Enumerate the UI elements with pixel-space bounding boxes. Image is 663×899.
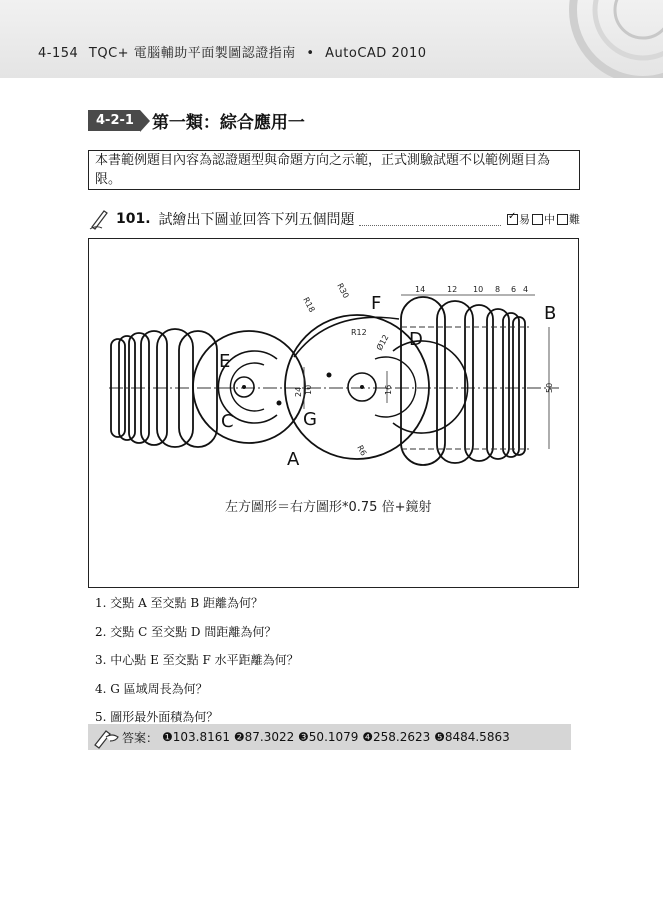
- question-1: 1. 交點 A 至交點 B 距離為何？: [95, 596, 264, 610]
- leader-dots: [359, 213, 501, 226]
- label-c: C: [221, 411, 234, 432]
- writing-hand-icon: [92, 725, 122, 749]
- dim-12: 12: [447, 285, 458, 294]
- section-title: 第一類：綜合應用一: [151, 112, 305, 133]
- page-number: 4-154: [38, 46, 79, 61]
- dim-8: 8: [495, 285, 501, 294]
- running-header: [38, 42, 433, 61]
- label-diameter: Ø12: [374, 333, 391, 352]
- dim-10-vertical: 10: [304, 384, 313, 395]
- dim-10: 10: [473, 285, 484, 294]
- difficulty-medium: 中: [544, 213, 555, 226]
- dim-6: 6: [511, 285, 517, 294]
- label-r6: R6: [355, 443, 369, 458]
- section-heading: [88, 107, 305, 133]
- top-dimensions: [415, 285, 528, 294]
- label-g: G: [303, 409, 317, 430]
- label-r12: R12: [351, 328, 367, 337]
- label-e: E: [219, 351, 231, 372]
- question-4: 4. G 區域周長為何？: [95, 681, 208, 696]
- label-b: B: [544, 303, 557, 324]
- label-r18: R18: [301, 295, 317, 314]
- figure-box: [88, 238, 579, 588]
- section-badge: 4-2-1: [88, 110, 140, 131]
- point-labels: [219, 293, 556, 470]
- question-list: [95, 595, 299, 738]
- question-text: 試繪出下圖並回答下列五個問題: [158, 212, 355, 228]
- dim-4: 4: [523, 285, 529, 294]
- checkbox-medium: [532, 214, 543, 225]
- right-ribs: [401, 297, 525, 465]
- figure-caption: 左方圖形＝右方圖形*0.75 倍+鏡射: [225, 500, 432, 515]
- label-a: A: [287, 449, 300, 470]
- label-d: D: [409, 329, 423, 350]
- header-bullet: •: [306, 46, 315, 61]
- question-3: 3. 中心點 E 至交點 F 水平距離為何？: [95, 653, 299, 667]
- dim-24: 24: [294, 386, 303, 397]
- notice-box: 本書範例題目內容為認證題型與命題方向之示範，正式測驗試題不以範例題目為限。: [88, 150, 580, 190]
- checkbox-easy: [507, 214, 518, 225]
- difficulty-easy: 易: [519, 213, 530, 226]
- left-body-circle: [193, 331, 305, 443]
- cad-drawing: [89, 239, 580, 589]
- answer-bar: [88, 724, 571, 750]
- software-name: AutoCAD 2010: [325, 46, 427, 61]
- dim-14: 14: [415, 285, 426, 294]
- dim-16: 16: [384, 384, 393, 395]
- dim-50: 50: [545, 382, 554, 393]
- label-r30: R30: [335, 281, 351, 300]
- difficulty-hard: 難: [569, 213, 580, 226]
- book-title: TQC+ 電腦輔助平面製圖認證指南: [88, 46, 296, 61]
- header-decoration: [493, 0, 663, 78]
- page-header: [0, 0, 663, 78]
- difficulty-options: [505, 211, 580, 227]
- answer-label: 答案：: [122, 730, 159, 745]
- label-f: F: [371, 293, 382, 314]
- question-5: 5. 圖形最外面積為何？: [95, 710, 219, 724]
- answer-values: ❶103.8161 ❷87.3022 ❸50.1079 ❹258.2623 ❺8484.5863: [162, 730, 510, 744]
- question-number: 101.: [116, 211, 151, 227]
- question-header: [88, 207, 580, 231]
- question-2: 2. 交點 C 至交點 D 間距離為何？: [95, 624, 277, 639]
- pen-icon: [88, 207, 110, 231]
- checkbox-hard: [557, 214, 568, 225]
